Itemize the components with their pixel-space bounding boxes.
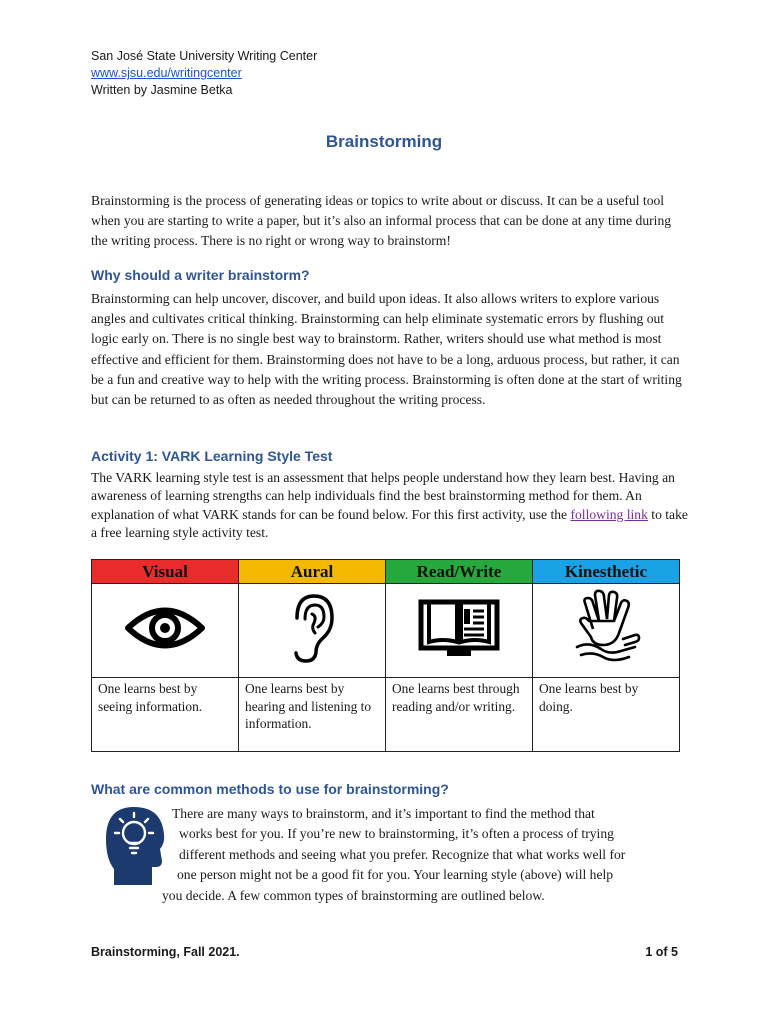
eye-icon [125, 603, 205, 653]
vark-header-kinesthetic: Kinesthetic [533, 560, 680, 584]
methods-line-5: you decide. A few common types of brainstorming are outlined below. [162, 888, 545, 903]
ear-icon [287, 592, 337, 664]
page-number: 1 of 5 [645, 945, 678, 959]
vark-header-visual: Visual [92, 560, 239, 584]
open-book-icon [417, 596, 501, 660]
vark-header-read-write: Read/Write [386, 560, 533, 584]
vark-table [91, 559, 680, 752]
vark-desc-kinesthetic: One learns best by doing. [533, 678, 680, 752]
vark-icon-cell-visual [92, 584, 239, 678]
activity-text-start: The VARK learning style test is an assessment that helps people understand how they learn best. Having an awareness of learning strengths can help individuals find the best brainstorming method for them. An explanation of what VARK stands for can be found below. For this first activity, use the [91, 470, 675, 522]
footer-title: Brainstorming, Fall 2021. [91, 945, 240, 959]
vark-icon-cell-aural [239, 584, 386, 678]
author-line: Written by Jasmine Betka [91, 83, 233, 97]
university-name: San José State University Writing Center [91, 49, 318, 63]
section-heading-methods: What are common methods to use for brainstorming? [91, 781, 449, 797]
activity-text-end: to take a free learning style activity test. [91, 506, 688, 540]
intro-paragraph: Brainstorming is the process of generating ideas or topics to write about or discuss. It can be a useful tool when you are starting to write a paper, but it’s also an informal process that can be done at any time during the writing process. There is no right or wrong way to brainstorm! [91, 193, 672, 249]
vark-desc-visual: One learns best by seeing information. [92, 678, 239, 752]
document-header [91, 48, 317, 99]
following-link[interactable]: following link [570, 506, 648, 522]
methods-line-3: different methods and seeing what you prefer. Recognize that what works well for [179, 847, 626, 862]
methods-line-4: one person might not be a good fit for you. Your learning style (above) will help [177, 867, 614, 882]
section-heading-why: Why should a writer brainstorm? [91, 267, 310, 283]
vark-desc-aural: One learns best by hearing and listening to information. [239, 678, 386, 752]
vark-icon-cell-read-write [386, 584, 533, 678]
vark-desc-read-write: One learns best through reading and/or writing. [386, 678, 533, 752]
writing-center-link[interactable]: www.sjsu.edu/writingcenter [91, 66, 242, 80]
vark-icon-cell-kinesthetic [533, 584, 680, 678]
methods-line-2: works best for you. If you’re new to brainstorming, it’s often a process of trying [179, 826, 614, 841]
activity-paragraph [91, 469, 691, 542]
activity-heading: Activity 1: VARK Learning Style Test [91, 448, 333, 464]
methods-line-1: There are many ways to brainstorm, and it’s important to find the method that [172, 806, 595, 821]
hands-icon [571, 589, 641, 667]
head-lightbulb-icon [104, 805, 168, 887]
vark-header-aural: Aural [239, 560, 386, 584]
why-paragraph: Brainstorming can help uncover, discover, and build upon ideas. It also allows writers to explore various angles and cultivates critical thinking. Brainstorming can help eliminate systematic errors by flushing out logic early on. There is no single best way to brainstorm. Rather, writers should use what method is most effective and efficient for them. Brainstorming does not have to be a long, arduous process, but rather, it can be a fun and creative way to help with the writing process. Brainstorming is often done at the start of writing but can be returned to as often as needed throughout the writing process. [91, 291, 682, 408]
page-title: Brainstorming [325, 132, 443, 151]
